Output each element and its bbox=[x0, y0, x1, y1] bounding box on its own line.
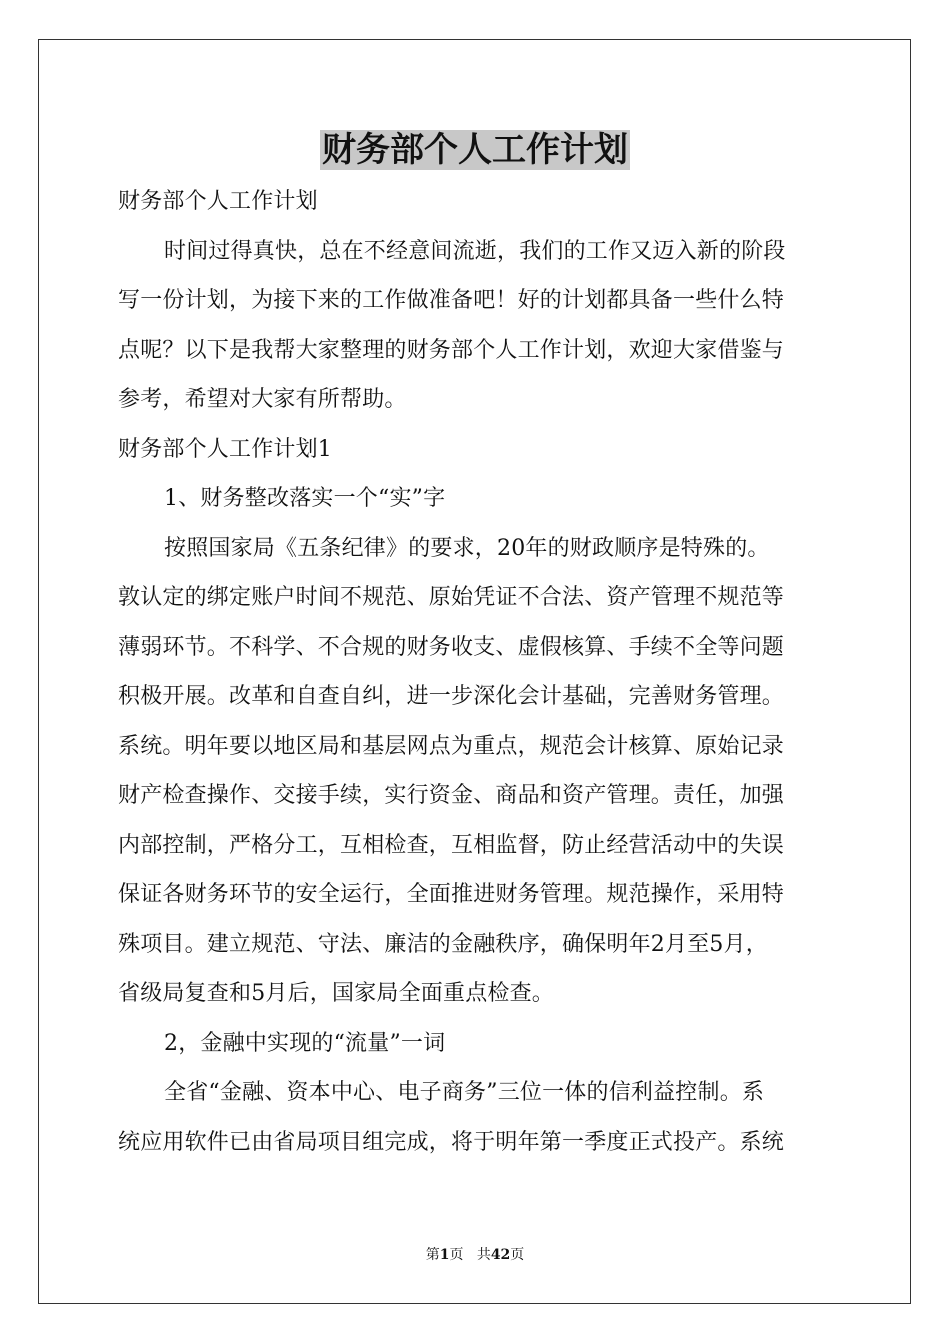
text-line: 殊项目。建立规范、守法、廉洁的金融秩序，确保明年2月至5月， bbox=[118, 931, 768, 957]
page-footer bbox=[0, 1245, 950, 1265]
text-line: 写一份计划，为接下来的工作做准备吧！好的计划都具备一些什么特 bbox=[118, 288, 785, 313]
text-line: 内部控制，严格分工，互相检查，互相监督，防止经营活动中的失误 bbox=[118, 832, 785, 858]
text-line: 财务部个人工作计划1 bbox=[118, 436, 332, 462]
text-line: 系统。明年要以地区局和基层网点为重点，规范会计核算、原始记录 bbox=[118, 733, 785, 759]
text-line: 薄弱环节。不科学、不合规的财务收支、虚假核算、手续不全等问题 bbox=[118, 634, 785, 660]
footer-total-suffix: 页 bbox=[510, 1247, 525, 1263]
footer-page-suffix: 页 bbox=[449, 1247, 464, 1263]
text-line: 积极开展。改革和自查自纠，进一步深化会计基础，完善财务管理。 bbox=[118, 684, 785, 709]
document-title bbox=[0, 126, 950, 174]
text-line: 全省“金融、资本中心、电子商务”三位一体的信利益控制。系 bbox=[164, 1080, 765, 1105]
text-line: 保证各财务环节的安全运行，全面推进财务管理。规范操作，采用特 bbox=[118, 882, 785, 907]
text-line: 敦认定的绑定账户时间不规范、原始凭证不合法、资产管理不规范等 bbox=[118, 585, 785, 610]
footer-total-pages: 42 bbox=[490, 1247, 511, 1263]
text-line: 统应用软件已由省局项目组完成，将于明年第一季度正式投产。系统 bbox=[118, 1129, 785, 1155]
text-line: 财产检查操作、交接手续，实行资金、商品和资产管理。责任，加强 bbox=[118, 783, 785, 808]
footer-prefix: 第 bbox=[425, 1247, 440, 1263]
text-line: 2，金融中实现的“流量”一词 bbox=[164, 1030, 446, 1056]
footer-total-prefix: 共 bbox=[476, 1247, 491, 1263]
text-line: 1、财务整改落实一个“实”字 bbox=[164, 486, 446, 511]
document-body bbox=[118, 177, 838, 1167]
text-line: 省级局复查和5月后，国家局全面重点检查。 bbox=[118, 981, 554, 1006]
document-title-text: 财务部个人工作计划 bbox=[322, 130, 628, 170]
text-line: 按照国家局《五条纪律》的要求，20年的财政顺序是特殊的。 bbox=[164, 535, 770, 561]
footer-page-number: 1 bbox=[439, 1247, 450, 1263]
text-line: 点呢？以下是我帮大家整理的财务部个人工作计划，欢迎大家借鉴与 bbox=[118, 337, 785, 363]
text-line: 参考，希望对大家有所帮助。 bbox=[118, 387, 407, 412]
text-line: 时间过得真快，总在不经意间流逝，我们的工作又迈入新的阶段 bbox=[164, 238, 786, 264]
text-line: 财务部个人工作计划 bbox=[118, 189, 318, 214]
